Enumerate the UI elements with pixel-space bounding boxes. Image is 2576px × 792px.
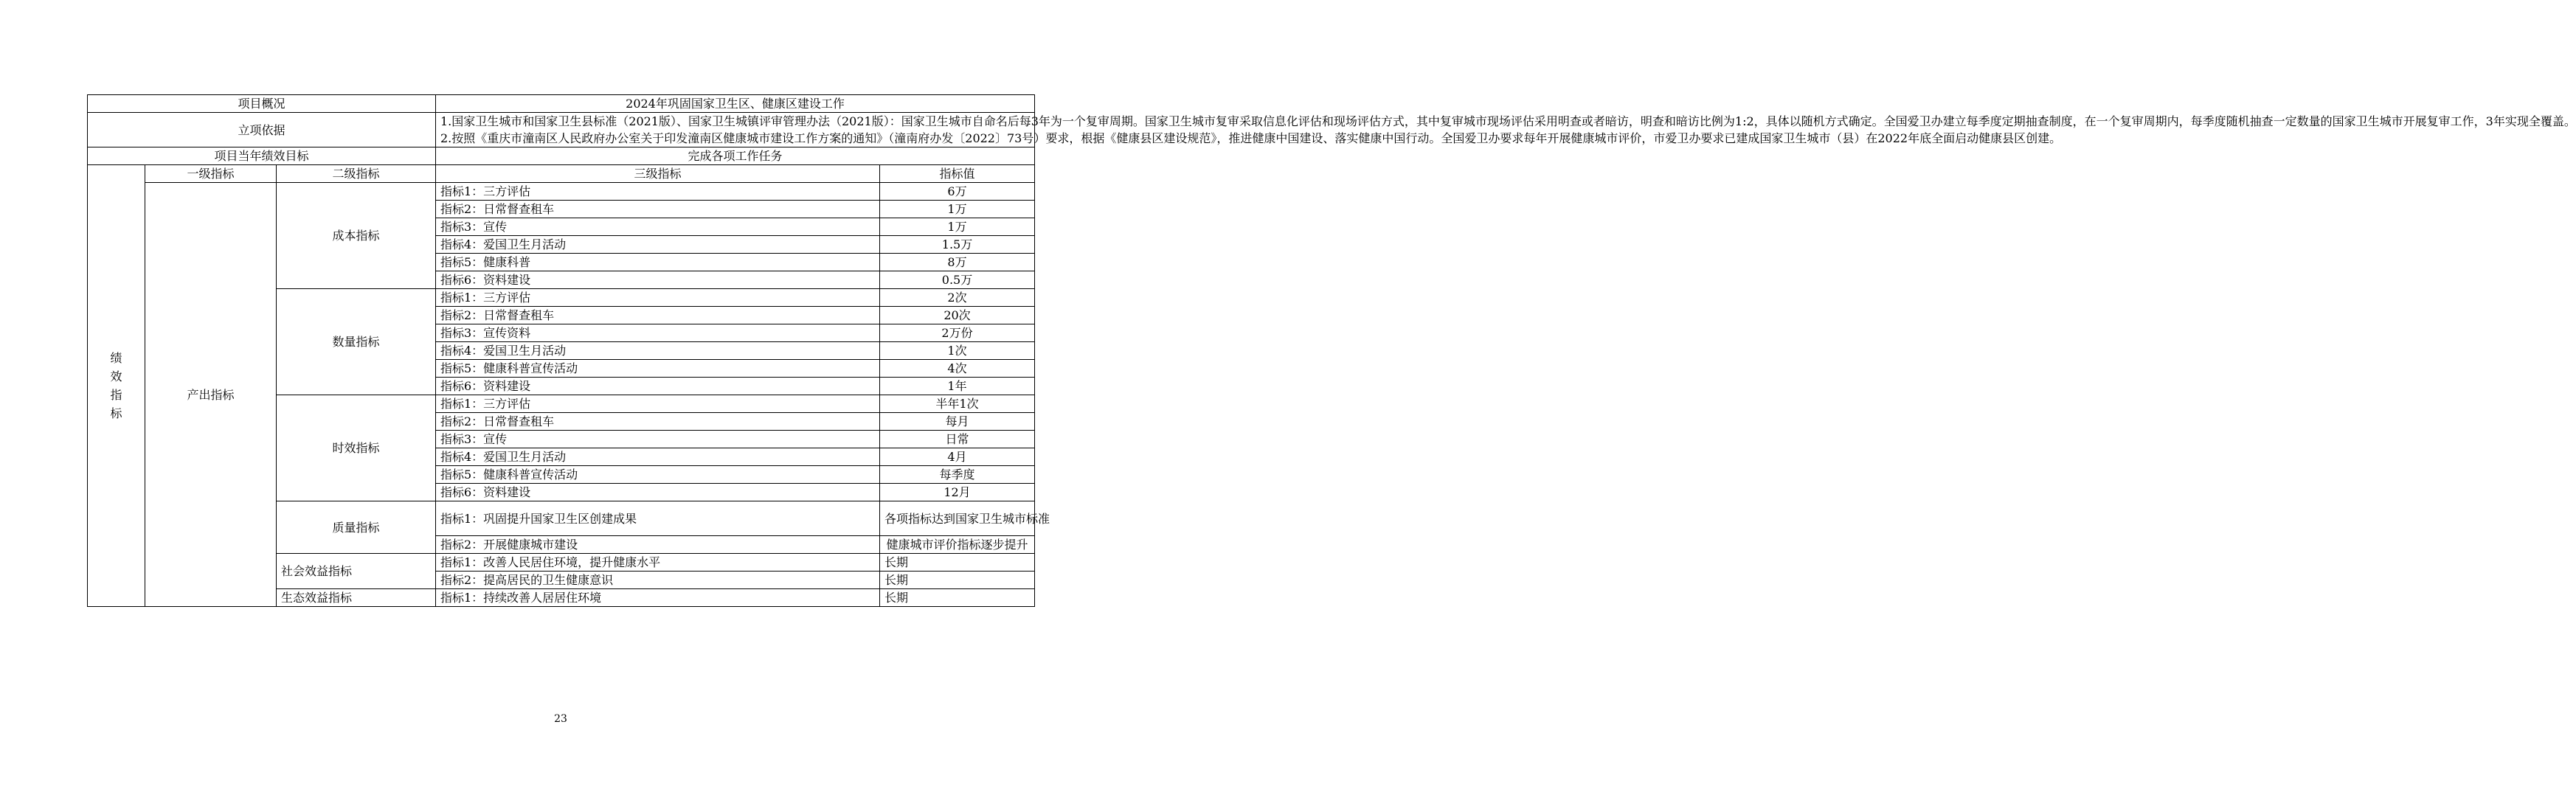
indicator-name: 指标1：改善人民居住环境，提升健康水平 [436,554,880,572]
overview-row [88,95,1035,113]
indicator-value: 1.5万 [880,236,1035,254]
basis-paragraph-1: 1.国家卫生城市和国家卫生县标准（2021版）、国家卫生城镇评审管理办法（2021版）：国家卫生城市自命名后每3年为一个复审周期。国家卫生城市复审采取信息化评估和现场评估方式，其中复审城市现场评估采用明查或者暗访，明查和暗访比例为1:2，具体以随机方式确定。全国爱卫办建立每季度定期抽查制度，在一个复审周期内，每季度随机抽查一定数量的国家卫生城市开展复审工作，3年实现全覆盖。 [440,114,2576,128]
indicator-name: 指标3：宣传资料 [436,324,880,342]
indicator-value: 长期 [880,572,1035,589]
basis-text [436,113,2576,147]
goal-value: 完成各项工作任务 [436,147,1035,165]
social-label: 社会效益指标 [277,554,436,589]
indicator-name: 指标1：巩固提升国家卫生区创建成果 [436,501,880,536]
indicator-name: 指标6：资料建设 [436,484,880,501]
header-level2: 二级指标 [277,165,436,183]
indicator-value: 4次 [880,360,1035,378]
performance-table [87,94,2576,607]
indicator-value: 长期 [880,554,1035,572]
indicator-value: 每季度 [880,466,1035,484]
indicator-value: 1年 [880,378,1035,395]
indicator-name: 指标3：宣传 [436,431,880,448]
performance-label: 绩效指标 [88,165,145,607]
indicator-name: 指标5：健康科普宣传活动 [436,466,880,484]
indicator-value: 2次 [880,289,1035,307]
indicator-name: 指标4：爱国卫生月活动 [436,342,880,360]
header-row [88,165,1035,183]
indicator-value: 日常 [880,431,1035,448]
indicator-value: 0.5万 [880,271,1035,289]
indicator-value: 4月 [880,448,1035,466]
header-level3: 三级指标 [436,165,880,183]
project-title: 2024年巩固国家卫生区、健康区建设工作 [436,95,1035,113]
indicator-value: 2万份 [880,324,1035,342]
goal-row [88,147,1035,165]
indicator-name: 指标2：日常督查租车 [436,413,880,431]
indicator-name: 指标4：爱国卫生月活动 [436,448,880,466]
indicator-value: 1万 [880,201,1035,218]
indicator-name: 指标1：三方评估 [436,289,880,307]
header-level1: 一级指标 [145,165,277,183]
indicator-name: 指标2：开展健康城市建设 [436,536,880,554]
indicator-name: 指标5：健康科普 [436,254,880,271]
indicator-value: 半年1次 [880,395,1035,413]
basis-label: 立项依据 [88,113,436,147]
indicator-name: 指标3：宣传 [436,218,880,236]
quality-label: 质量指标 [277,501,436,554]
indicator-value: 每月 [880,413,1035,431]
indicator-name: 指标2：日常督查租车 [436,201,880,218]
basis-row [88,113,1035,147]
table-row [88,183,1035,201]
indicator-name: 指标6：资料建设 [436,271,880,289]
indicator-value: 各项指标达到国家卫生城市标准 [880,501,1035,536]
basis-paragraph-2: 2.按照《重庆市潼南区人民政府办公室关于印发潼南区健康城市建设工作方案的通知》（潼南府办发〔2022〕73号）要求，根据《健康县区建设规范》，推进健康中国建设、落实健康中国行动。全国爱卫办要求每年开展健康城市评价，市爱卫办要求已建成国家卫生城市（县）在2022年底全面启动健康县区创建。 [440,131,2062,145]
indicator-name: 指标4：爱国卫生月活动 [436,236,880,254]
indicator-value: 20次 [880,307,1035,324]
goal-label: 项目当年绩效目标 [88,147,436,165]
indicator-value: 8万 [880,254,1035,271]
output-label: 产出指标 [145,183,277,607]
indicator-name: 指标1：三方评估 [436,395,880,413]
timeliness-label: 时效指标 [277,395,436,501]
page-number: 23 [554,713,567,725]
indicator-name: 指标2：提高居民的卫生健康意识 [436,572,880,589]
indicator-name: 指标1：持续改善人居居住环境 [436,589,880,607]
eco-label: 生态效益指标 [277,589,436,607]
header-value: 指标值 [880,165,1035,183]
indicator-name: 指标2：日常督查租车 [436,307,880,324]
indicator-value: 1次 [880,342,1035,360]
indicator-value: 健康城市评价指标逐步提升 [880,536,1035,554]
cost-label: 成本指标 [277,183,436,289]
indicator-value: 长期 [880,589,1035,607]
indicator-name: 指标5：健康科普宣传活动 [436,360,880,378]
quantity-label: 数量指标 [277,289,436,395]
overview-label: 项目概况 [88,95,436,113]
indicator-value: 1万 [880,218,1035,236]
indicator-value: 6万 [880,183,1035,201]
indicator-value: 12月 [880,484,1035,501]
indicator-name: 指标6：资料建设 [436,378,880,395]
indicator-name: 指标1：三方评估 [436,183,880,201]
